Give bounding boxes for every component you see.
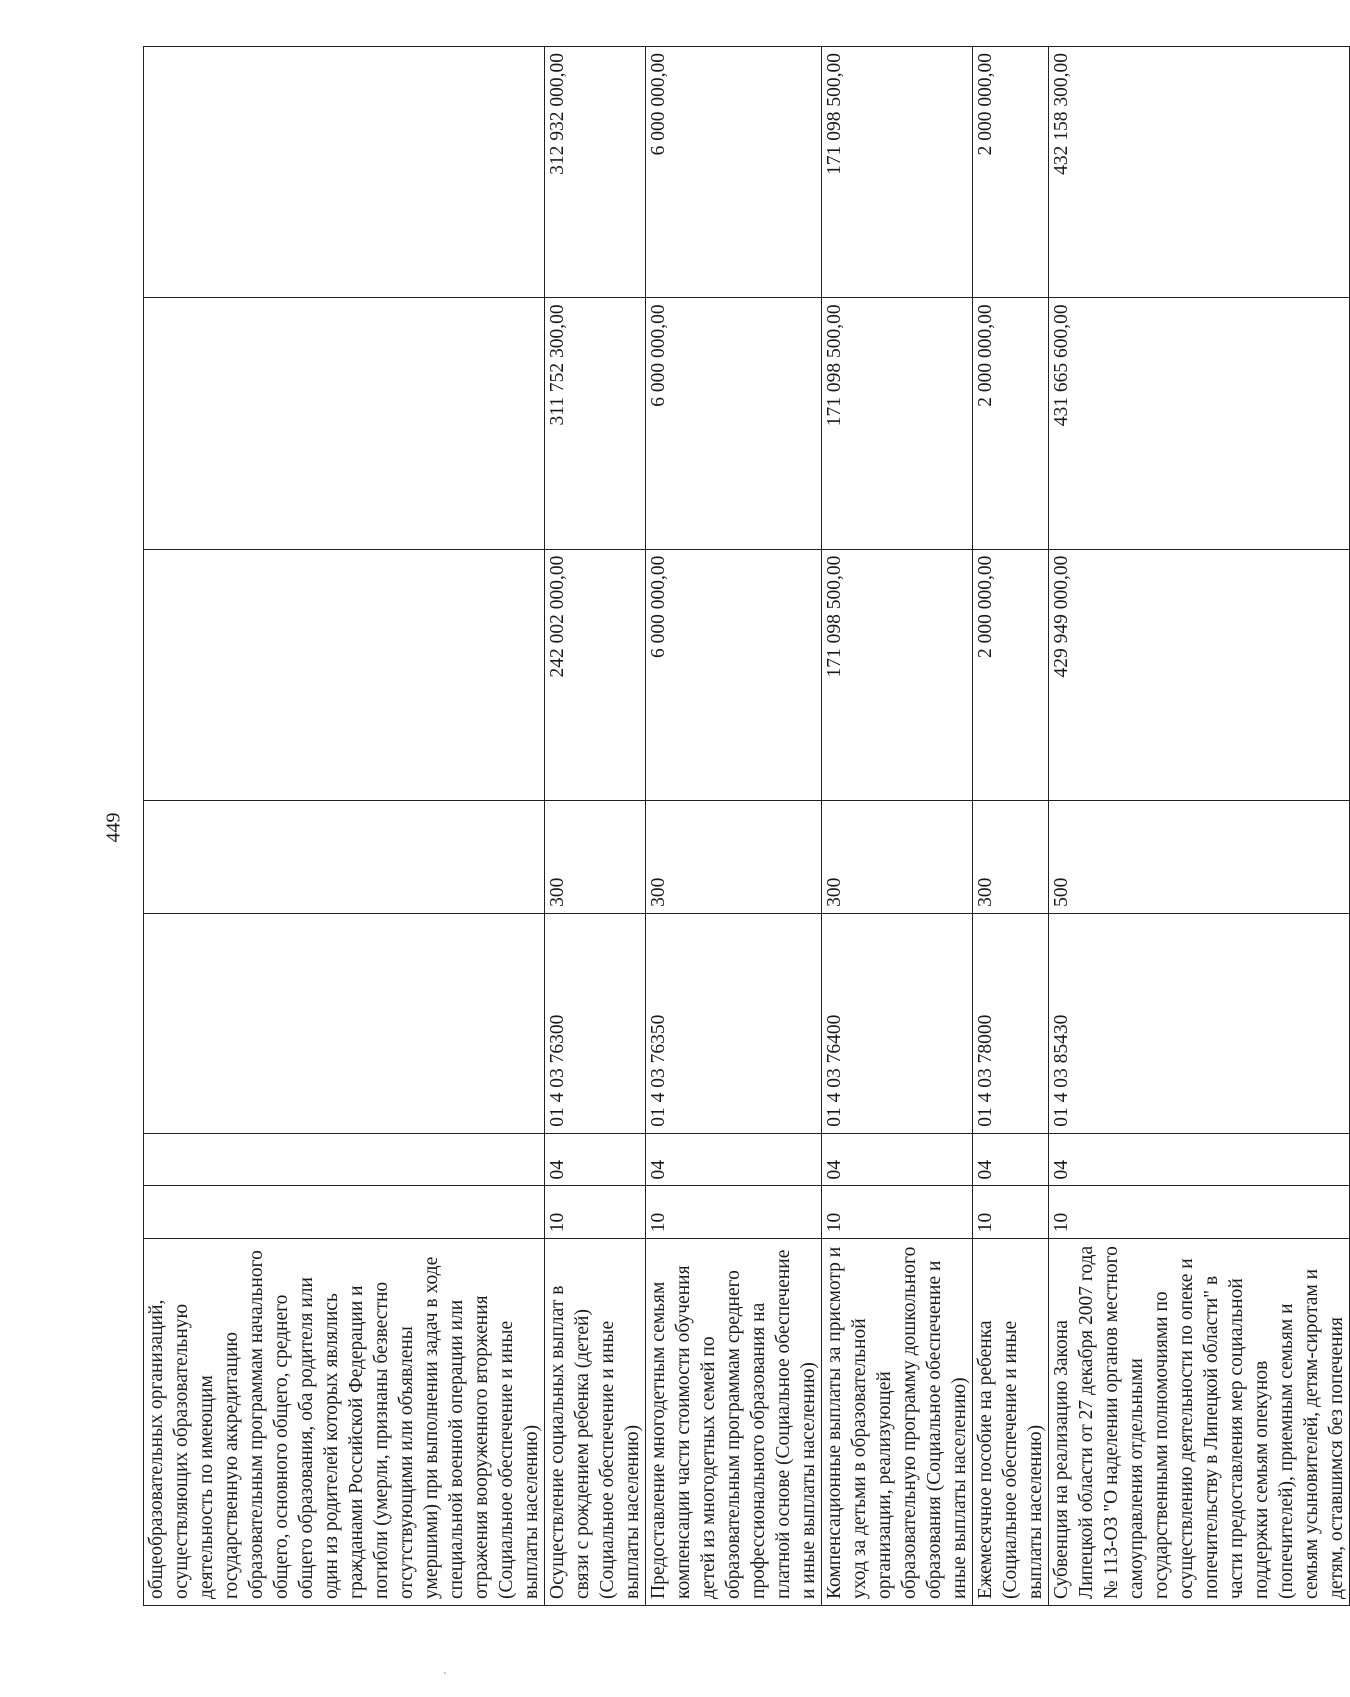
row-amount-1: 429 949 000,00 [1049, 549, 1350, 800]
row-description: Субвенция на реализацию Закона Липецкой области от 27 декабря 2007 года № 113-ОЗ "О наделении органов местного самоуправления отдельными государственными полномочиями по осуществлению деятельности по опеке и попечительству в Липецкой области" в части предоставления мер социальной поддержки семьям опекунов (попечителей), приемным семьям и семьям усыновителей, детям-сиротам и детям, оставшимся без попечения [1049, 1239, 1350, 1606]
row-expense-type: 300 [646, 800, 822, 913]
row-amount-3: 171 098 500,00 [822, 47, 973, 298]
row-amount-1: 242 002 000,00 [545, 549, 646, 800]
table-row [1049, 47, 1350, 1606]
row-amount-1: 171 098 500,00 [822, 549, 973, 800]
row-amount-2: 2 000 000,00 [973, 298, 1049, 549]
table-row [545, 47, 646, 1606]
row-amount-3: 312 932 000,00 [545, 47, 646, 298]
row-subsection: 04 [822, 1133, 973, 1186]
table-row [144, 47, 545, 1606]
row-subsection: 04 [1049, 1133, 1350, 1186]
row-target-article: 01 4 03 85430 [1049, 913, 1350, 1133]
row-target-article: 01 4 03 76350 [646, 913, 822, 1133]
row-expense-type: 300 [545, 800, 646, 913]
row-description: Ежемесячное пособие на ребенка (Социальное обеспечение и иные выплаты населению) [973, 1239, 1049, 1606]
row-description: Предоставление многодетным семьям компенсации части стоимости обучения детей из многодетных семей по образовательным программам среднего профессионального образования на платной основе (Социальное обеспечение и иные выплаты населению) [646, 1239, 822, 1606]
scan-speck [444, 1672, 446, 1674]
row-amount-3: 432 158 300,00 [1049, 47, 1350, 298]
row-expense-type: 300 [973, 800, 1049, 913]
row-amount-2: 431 665 600,00 [1049, 298, 1350, 549]
row-description: Компенсационные выплаты за присмотр и уход за детьми в образовательной организации, реализующей образовательную программу дошкольного образования (Социальное обеспечение и иные выплаты населению) [822, 1239, 973, 1606]
rotated-table-container [143, 46, 1347, 1606]
row-description: Осуществление социальных выплат в связи с рождением ребенка (детей) (Социальное обеспечение и иные выплаты населению) [545, 1239, 646, 1606]
row-target-article: 01 4 03 78000 [973, 913, 1049, 1133]
row-section [144, 1186, 545, 1239]
row-section: 10 [822, 1186, 973, 1239]
row-expense-type [144, 800, 545, 913]
row-amount-2 [144, 298, 545, 549]
row-expense-type: 300 [822, 800, 973, 913]
row-amount-1: 6 000 000,00 [646, 549, 822, 800]
row-section: 10 [646, 1186, 822, 1239]
budget-table [143, 46, 1350, 1606]
row-subsection: 04 [973, 1133, 1049, 1186]
row-amount-3: 2 000 000,00 [973, 47, 1049, 298]
row-amount-3: 6 000 000,00 [646, 47, 822, 298]
row-subsection: 04 [646, 1133, 822, 1186]
row-description: общеобразовательных организаций, осуществляющих образовательную деятельность по имеющим государственную аккредитацию образовательным программам начального общего, основного общего, среднего общего образования, оба родителя или один из родителей которых являлись гражданами Российской Федерации и погибли (умерли, признаны безвестно отсутствующими или объявлены умершими) при выполнении задач в ходе специальной военной операции или отражения вооруженного вторжения (Социальное обеспечение и иные выплаты населению) [144, 1239, 545, 1606]
row-amount-3 [144, 47, 545, 298]
row-amount-2: 311 752 300,00 [545, 298, 646, 549]
table-row [822, 47, 973, 1606]
row-subsection: 04 [545, 1133, 646, 1186]
row-amount-2: 171 098 500,00 [822, 298, 973, 549]
row-amount-2: 6 000 000,00 [646, 298, 822, 549]
row-amount-1: 2 000 000,00 [973, 549, 1049, 800]
row-target-article: 01 4 03 76300 [545, 913, 646, 1133]
table-row [973, 47, 1049, 1606]
row-section: 10 [545, 1186, 646, 1239]
row-section: 10 [1049, 1186, 1350, 1239]
row-amount-1 [144, 549, 545, 800]
row-subsection [144, 1133, 545, 1186]
table-row [646, 47, 822, 1606]
row-expense-type: 500 [1049, 800, 1350, 913]
row-target-article: 01 4 03 76400 [822, 913, 973, 1133]
row-target-article [144, 913, 545, 1133]
row-section: 10 [973, 1186, 1049, 1239]
page-number: 449 [102, 812, 125, 843]
